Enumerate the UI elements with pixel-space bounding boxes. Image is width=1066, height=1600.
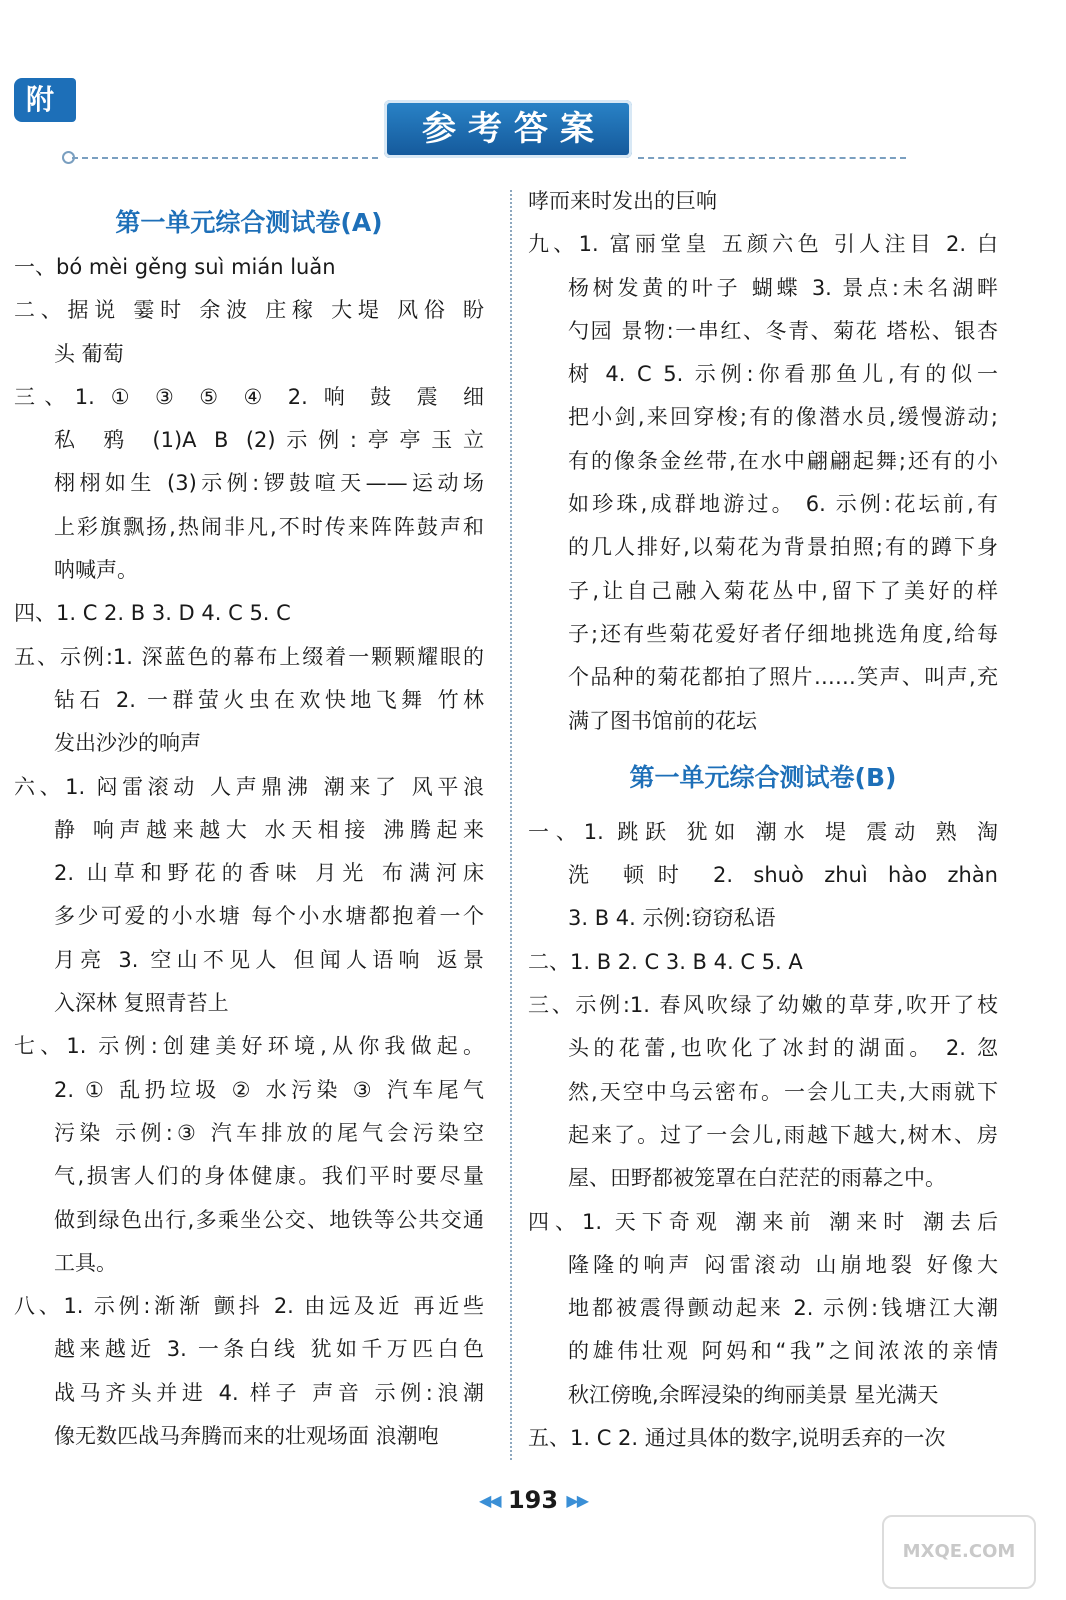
answer-line: 树 4. C 5. 示例:你看那鱼儿,有的似一 bbox=[568, 362, 998, 387]
answer-line: 污染 示例:③ 汽车排放的尾气会污染空 bbox=[54, 1120, 484, 1145]
answer-item bbox=[14, 1285, 484, 1458]
watermark-logo: MXQE.COM bbox=[882, 1515, 1036, 1589]
answer-item bbox=[528, 811, 998, 941]
answer-line: 起来了。过了一会儿,雨越下越大,树木、房 bbox=[568, 1122, 998, 1147]
answer-line: 头 葡萄 bbox=[54, 341, 124, 366]
answer-line: 上彩旗飘扬,热闹非凡,不时传来阵阵鼓声和 bbox=[54, 514, 484, 539]
answer-line: 月亮 3. 空山不见人 但闻人语响 返景 bbox=[54, 947, 484, 972]
answer-line: 洗 顿时 2. shuò zhuì hào zhàn bbox=[568, 863, 998, 888]
answer-line: 地都被震得颤动起来 2. 示例:钱塘江大潮 bbox=[568, 1296, 998, 1321]
answer-line: 发出沙沙的响声 bbox=[54, 731, 201, 756]
left-column bbox=[14, 200, 484, 1458]
answer-line: 八、1. 示例:渐渐 颤抖 2. 由远及近 再近些 bbox=[14, 1294, 484, 1319]
answer-list-b bbox=[528, 811, 998, 1460]
answer-item bbox=[14, 766, 484, 1026]
answer-item bbox=[14, 376, 484, 592]
answer-line: 的雄伟壮观 阿妈和“我”之间浓浓的亲情 bbox=[568, 1339, 998, 1364]
page-number: 193 bbox=[507, 1486, 559, 1514]
answer-line: 秋江傍晚,余晖浸染的绚丽美景 星光满天 bbox=[568, 1382, 939, 1407]
answer-line: 战马齐头并进 4. 样子 声音 示例:浪潮 bbox=[54, 1380, 484, 1405]
answer-line: 二、据说 霎时 余波 庄稼 大堤 风俗 盼 bbox=[14, 298, 484, 323]
answer-line: 个品种的菊花都拍了照片……笑声、叫声,充 bbox=[568, 665, 998, 690]
answer-line: 五、示例:1. 深蓝色的幕布上缀着一颗颗耀眼的 bbox=[14, 644, 484, 669]
next-arrows-icon: ▶▶ bbox=[566, 1491, 588, 1510]
answer-line: 做到绿色出行,多乘坐公交、地铁等公共交通 bbox=[54, 1207, 484, 1232]
answer-line: 静 响声越来越大 水天相接 沸腾起来 bbox=[54, 817, 484, 842]
answer-line: 六、1. 闷雷滚动 人声鼎沸 潮来了 风平浪 bbox=[14, 774, 484, 799]
column-divider bbox=[510, 190, 512, 1460]
answer-line: 2. ① 乱扔垃圾 ② 水污染 ③ 汽车尾气 bbox=[54, 1077, 484, 1102]
answer-line: 的几人排好,以菊花为背景拍照;有的蹲下身 bbox=[568, 535, 998, 560]
right-column bbox=[528, 180, 998, 1460]
answer-line: 头的花蕾,也吹化了冰封的湖面。 2. 忽 bbox=[568, 1036, 998, 1061]
section-title-b: 第一单元综合测试卷(B) bbox=[629, 762, 897, 792]
answer-line: 2. 山草和野花的香味 月光 布满河床 bbox=[54, 861, 484, 886]
answer-line: 九、1. 富丽堂皇 五颜六色 引人注目 2. 白 bbox=[528, 232, 998, 257]
answer-list-a bbox=[14, 246, 484, 1458]
answer-line: 如珍珠,成群地游过。 6. 示例:花坛前,有 bbox=[568, 492, 998, 517]
answer-item bbox=[14, 1025, 484, 1285]
answer-line: 3. B 4. 示例:窃窃私语 bbox=[568, 906, 776, 931]
answer-line: 一、1. 跳跃 犹如 潮水 堤 震动 熟 淘 bbox=[528, 819, 998, 844]
answer-line: 把小剑,来回穿梭;有的像潜水员,缓慢游动; bbox=[568, 405, 998, 430]
answer-line: 七、1. 示例:创建美好环境,从你我做起。 bbox=[14, 1034, 484, 1059]
answer-line: 栩栩如生 (3)示例:锣鼓喧天——运动场 bbox=[54, 471, 484, 496]
answer-line: 五、1. C 2. 通过具体的数字,说明丢弃的一次 bbox=[528, 1426, 946, 1451]
answer-item bbox=[528, 1201, 998, 1417]
answer-item bbox=[528, 1417, 998, 1460]
answer-item bbox=[14, 636, 484, 766]
answer-item bbox=[528, 180, 998, 223]
answer-item bbox=[14, 289, 484, 376]
answer-line: 三、1. ① ③ ⑤ ④ 2. 响 鼓 震 细 bbox=[14, 384, 484, 409]
answer-list-a-continued bbox=[528, 180, 998, 743]
answer-line: 多少可爱的小水塘 每个小水塘都抱着一个 bbox=[54, 904, 484, 929]
appendix-tab: 附 bbox=[14, 78, 76, 122]
answer-line: 二、1. B 2. C 3. B 4. C 5. A bbox=[528, 949, 803, 974]
answer-line: 气,损害人们的身体健康。我们平时要尽量 bbox=[54, 1164, 484, 1189]
answer-line: 入深林 复照青苔上 bbox=[54, 991, 229, 1016]
answer-line: 然,天空中乌云密布。一会儿工夫,大雨就下 bbox=[568, 1079, 998, 1104]
answer-item bbox=[14, 592, 484, 635]
answer-line: 子,让自己融入菊花丛中,留下了美好的样 bbox=[568, 578, 998, 603]
answer-line: 勺园 景物:一串红、冬青、菊花 塔松、银杏 bbox=[568, 318, 998, 343]
answer-line: 满了图书馆前的花坛 bbox=[568, 708, 757, 733]
answer-line: 一、bó mèi gěng suì mián luǎn bbox=[14, 255, 336, 279]
answer-line: 三、示例:1. 春风吹绿了幼嫩的草芽,吹开了枝 bbox=[528, 993, 998, 1018]
answer-line: 杨树发黄的叶子 蝴蝶 3. 景点:未名湖畔 bbox=[568, 275, 998, 300]
answer-line: 像无数匹战马奔腾而来的壮观场面 浪潮咆 bbox=[54, 1424, 439, 1449]
answer-item bbox=[528, 941, 998, 984]
answer-line: 屋、田野都被笼罩在白茫茫的雨幕之中。 bbox=[568, 1166, 946, 1191]
answer-line: 哮而来时发出的巨响 bbox=[528, 189, 717, 213]
answer-line: 四、1. 天下奇观 潮来前 潮来时 潮去后 bbox=[528, 1209, 998, 1234]
prev-arrows-icon: ◀◀ bbox=[478, 1491, 500, 1510]
page-title: 参考答案 bbox=[384, 100, 632, 158]
answer-line: 钻石 2. 一群萤火虫在欢快地飞舞 竹林 bbox=[54, 687, 484, 712]
answer-line: 四、1. C 2. B 3. D 4. C 5. C bbox=[14, 601, 291, 626]
header-divider-left bbox=[72, 157, 378, 159]
page-footer bbox=[0, 1486, 1066, 1514]
answer-item bbox=[528, 223, 998, 743]
answer-line: 子;还有些菊花爱好者仔细地挑选角度,给每 bbox=[568, 621, 998, 646]
section-title-a: 第一单元综合测试卷(A) bbox=[115, 208, 383, 237]
answer-line: 越来越近 3. 一条白线 犹如千万匹白色 bbox=[54, 1337, 484, 1362]
answer-line: 呐喊声。 bbox=[54, 558, 138, 583]
answer-line: 私 鸦 (1)A B (2)示例:亭亭玉立 bbox=[54, 428, 484, 453]
answer-item bbox=[14, 246, 484, 289]
answer-item bbox=[528, 984, 998, 1200]
answer-line: 有的像条金丝带,在水中翩翩起舞;还有的小 bbox=[568, 448, 998, 473]
answer-line: 工具。 bbox=[54, 1250, 117, 1275]
header-divider-right bbox=[638, 157, 906, 159]
answer-line: 隆隆的响声 闷雷滚动 山崩地裂 好像大 bbox=[568, 1252, 998, 1277]
